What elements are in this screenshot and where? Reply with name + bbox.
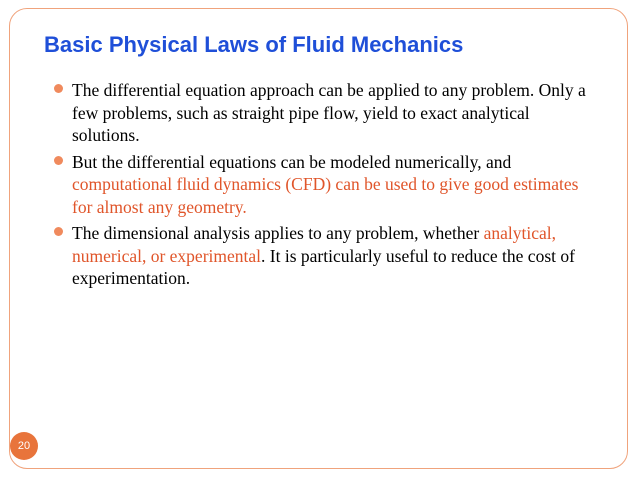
bullet-highlight-text: analytical, numerical, or experimental bbox=[72, 223, 557, 266]
bullet-item bbox=[52, 222, 592, 290]
bullet-item bbox=[52, 151, 592, 219]
bullet-item bbox=[52, 79, 592, 147]
bullet-highlight-text: computational fluid dynamics (CFD) can be used to give good estimates for almost any geometry. bbox=[72, 174, 579, 217]
bullet-dot-icon bbox=[54, 84, 63, 93]
bullet-text: The differential equation approach can be applied to any problem. Only a few problems, such as straight pipe flow, yield to exact analytical solutions. bbox=[72, 80, 586, 145]
bullet-text: But the differential equations can be modeled numerically, and bbox=[72, 151, 512, 172]
bullet-text: . It is particularly useful to reduce the cost of experimentation. bbox=[72, 245, 575, 288]
bullet-dot-icon bbox=[54, 227, 63, 236]
slide-title: Basic Physical Laws of Fluid Mechanics bbox=[44, 32, 464, 57]
bullet-list bbox=[52, 79, 592, 294]
bullet-text: The dimensional analysis applies to any problem, whether bbox=[72, 223, 484, 243]
page-number-badge: 20 bbox=[10, 432, 38, 460]
bullet-dot-icon bbox=[54, 156, 63, 165]
